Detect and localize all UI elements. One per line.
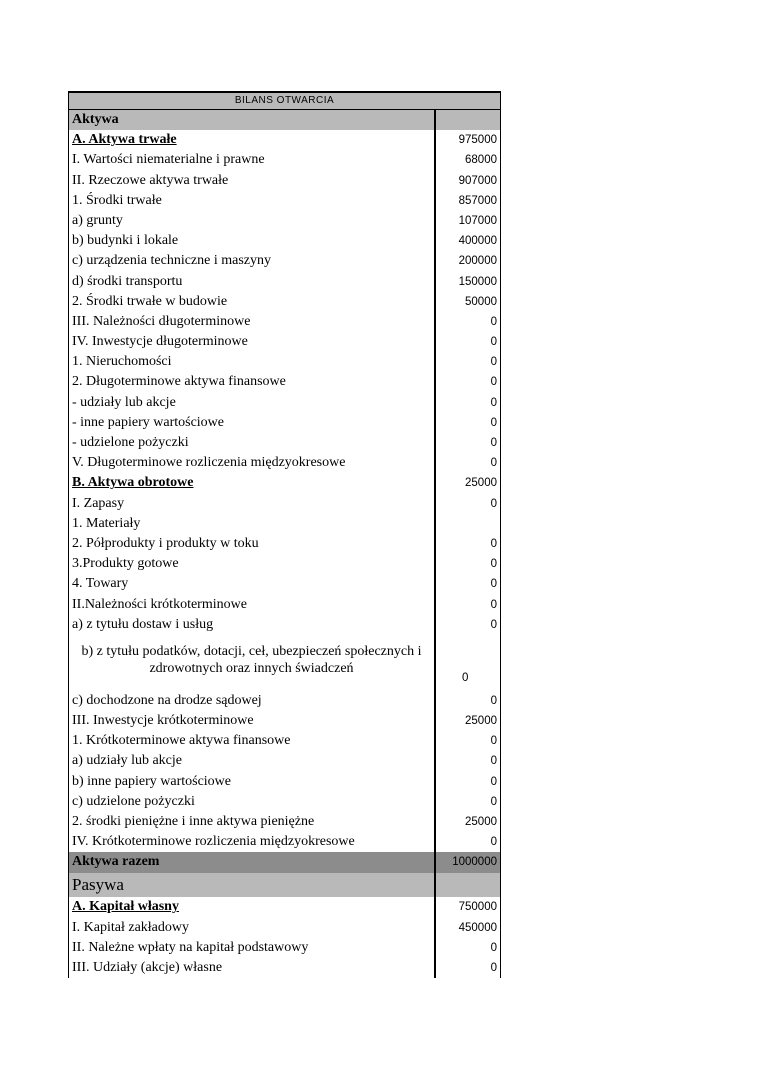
row-value: 0 [434, 413, 500, 433]
table-row [69, 554, 500, 574]
table-row [69, 615, 500, 635]
row-value: 0 [434, 938, 500, 958]
table-row [69, 852, 500, 873]
row-value: 0 [434, 958, 500, 978]
row-value: 0 [434, 635, 500, 691]
table-row [69, 110, 500, 130]
row-label: Aktywa razem [72, 854, 160, 870]
row-value: 25000 [434, 473, 500, 493]
table-row [69, 372, 500, 392]
row-label: 1. Materiały [72, 515, 141, 531]
row-label: III. Należności długoterminowe [72, 313, 251, 329]
table-row [69, 494, 500, 514]
row-label: a) grunty [72, 212, 123, 228]
row-label: 2. Środki trwałe w budowie [72, 293, 228, 309]
row-label: 2. Długoterminowe aktywa finansowe [72, 374, 286, 390]
row-label: III. Inwestycje krótkoterminowe [72, 713, 254, 729]
row-label: 4. Towary [72, 576, 129, 592]
table-row [69, 691, 500, 711]
table-row [69, 191, 500, 211]
row-value: 0 [434, 372, 500, 392]
table-row [69, 812, 500, 832]
row-value: 0 [434, 792, 500, 812]
row-label: c) urządzenia techniczne i maszyny [72, 253, 272, 269]
row-value: 857000 [434, 191, 500, 211]
table-row [69, 150, 500, 170]
table-row [69, 918, 500, 938]
row-value: 25000 [434, 711, 500, 731]
table-row [69, 272, 500, 292]
row-label: V. Długoterminowe rozliczenia międzyokresowe [72, 455, 346, 471]
table-row [69, 897, 500, 917]
row-label: 2. środki pieniężne i inne aktywa pieniężne [72, 814, 315, 829]
balance-rows [69, 110, 500, 978]
row-value: 907000 [434, 171, 500, 191]
row-label: II. Należne wpłaty na kapitał podstawowy [72, 939, 309, 955]
row-value: 400000 [434, 231, 500, 251]
row-label: 1. Środki trwałe [72, 192, 162, 208]
row-label: b) z tytułu podatków, dotacji, ceł, ubezpieczeń społecznych i zdrowotnych oraz innych świadczeń [81, 643, 422, 676]
table-row [69, 433, 500, 453]
table-row [69, 792, 500, 812]
row-value: 0 [434, 615, 500, 635]
table-row [69, 393, 500, 413]
row-value [434, 514, 500, 534]
row-value: 68000 [434, 150, 500, 170]
table-row [69, 635, 500, 691]
row-value: 450000 [434, 918, 500, 938]
row-label: b) inne papiery wartościowe [72, 773, 231, 789]
row-value [434, 110, 500, 130]
row-value: 200000 [434, 251, 500, 271]
table-row [69, 574, 500, 594]
row-value: 50000 [434, 292, 500, 312]
table-row [69, 514, 500, 534]
row-label: a) z tytułu dostaw i usług [72, 616, 214, 632]
row-label: B. Aktywa obrotowe [72, 475, 194, 491]
table-row [69, 832, 500, 852]
row-label: 1. Nieruchomości [72, 354, 172, 370]
table-row [69, 130, 500, 150]
row-label: Aktywa [72, 112, 119, 127]
row-label: a) udziały lub akcje [72, 753, 183, 769]
table-row [69, 292, 500, 312]
table-row [69, 211, 500, 231]
row-label: 3.Produkty gotowe [72, 556, 179, 572]
row-value: 0 [434, 433, 500, 453]
row-label: I. Zapasy [72, 495, 125, 511]
row-value: 0 [434, 494, 500, 514]
row-value: 0 [434, 691, 500, 711]
row-value: 150000 [434, 272, 500, 292]
table-row [69, 473, 500, 493]
row-label: 2. Półprodukty i produkty w toku [72, 535, 259, 551]
row-value: 0 [434, 554, 500, 574]
row-label: III. Udziały (akcje) własne [72, 959, 223, 975]
table-row [69, 231, 500, 251]
row-label: II. Rzeczowe aktywa trwałe [72, 172, 229, 188]
row-value: 0 [434, 393, 500, 413]
row-value: 750000 [434, 897, 500, 917]
row-label: c) dochodzone na drodze sądowej [72, 692, 262, 708]
row-value: 975000 [434, 130, 500, 150]
table-row [69, 352, 500, 372]
row-label: - inne papiery wartościowe [72, 414, 224, 430]
row-value: 0 [434, 832, 500, 852]
row-value: 0 [434, 772, 500, 792]
row-label: 1. Krótkoterminowe aktywa finansowe [72, 733, 291, 749]
table-row [69, 731, 500, 751]
row-value: 0 [434, 312, 500, 332]
row-label: I. Wartości niematerialne i prawne [72, 152, 265, 168]
row-value: 0 [434, 751, 500, 771]
row-value: 0 [434, 595, 500, 615]
row-label: b) budynki i lokale [72, 233, 179, 249]
table-row [69, 534, 500, 554]
row-value [434, 873, 500, 897]
row-label: d) środki transportu [72, 273, 183, 289]
row-label: IV. Krótkoterminowe rozliczenia międzyokresowe [72, 834, 355, 850]
row-value: 0 [434, 731, 500, 751]
table-row [69, 873, 500, 897]
row-label: II.Należności krótkoterminowe [72, 596, 247, 612]
table-row [69, 413, 500, 433]
table-row [69, 171, 500, 191]
row-label: A. Aktywa trwałe [72, 132, 177, 148]
row-value: 107000 [434, 211, 500, 231]
row-value: 0 [434, 534, 500, 554]
table-row [69, 958, 500, 978]
balance-sheet [68, 91, 501, 978]
row-label: Pasywa [72, 875, 124, 895]
row-value: 1000000 [434, 852, 500, 873]
row-label: c) udzielone pożyczki [72, 793, 195, 809]
row-label: - udzielone pożyczki [72, 435, 189, 450]
table-row [69, 312, 500, 332]
row-label: I. Kapitał zakładowy [72, 919, 190, 935]
row-value: 0 [434, 453, 500, 473]
row-value: 0 [434, 574, 500, 594]
table-row [69, 772, 500, 792]
table-row [69, 595, 500, 615]
row-value: 0 [434, 352, 500, 372]
table-row [69, 332, 500, 352]
table-row [69, 453, 500, 473]
row-label: - udziały lub akcje [72, 394, 176, 410]
table-row [69, 938, 500, 958]
table-row [69, 751, 500, 771]
row-value: 25000 [434, 812, 500, 832]
table-row [69, 711, 500, 731]
table-row [69, 251, 500, 271]
sheet-title: BILANS OTWARCIA [69, 91, 500, 110]
row-label: A. Kapitał własny [72, 899, 179, 915]
row-value: 0 [434, 332, 500, 352]
row-label: IV. Inwestycje długoterminowe [72, 334, 248, 350]
